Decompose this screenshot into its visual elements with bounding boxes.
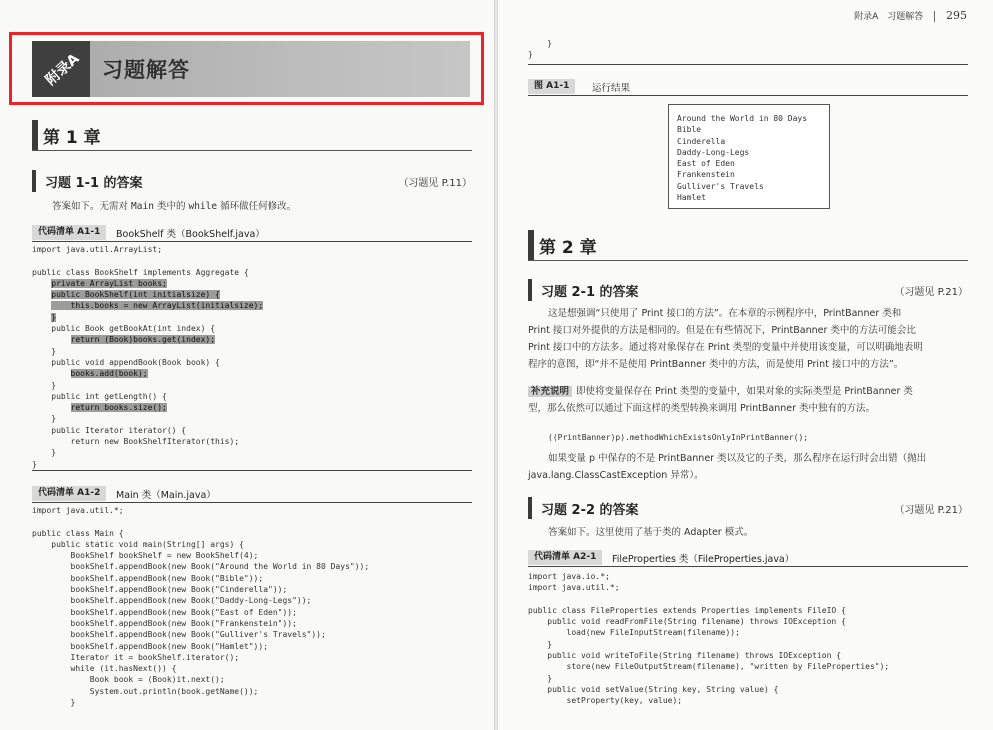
code-line bbox=[32, 244, 263, 255]
code-line bbox=[32, 368, 263, 379]
code-line: public void writeToFile(String filename) throws IOException { bbox=[528, 651, 842, 661]
code-line bbox=[32, 436, 263, 447]
code-line bbox=[32, 425, 263, 436]
exercise-2-2-heading bbox=[528, 497, 968, 521]
listing-title: Main 类（Main.java） bbox=[116, 490, 216, 501]
listing-tag: 代码清单 A2-1 bbox=[528, 550, 602, 565]
para-line: 这是想强调“只使用了 Print 接口的方法”。在本章的示例程序中，PrintBanner 类和 bbox=[548, 308, 902, 319]
inline-code: Main bbox=[131, 201, 154, 212]
code-line bbox=[32, 516, 369, 527]
output-box bbox=[668, 104, 830, 209]
code-line bbox=[32, 334, 263, 345]
code-text: } bbox=[32, 380, 57, 390]
exercise-2-2-text: 答案如下。这里使用了基于类的 Adapter 模式。 bbox=[548, 527, 754, 538]
code-line: import java.util.*; bbox=[32, 506, 124, 515]
code-line: Around the World in 80 Days bbox=[677, 114, 808, 123]
chapter-2-heading bbox=[528, 230, 968, 261]
code-text bbox=[32, 290, 51, 299]
code-line bbox=[32, 346, 263, 357]
section-bar bbox=[528, 279, 532, 301]
inline-code: while bbox=[188, 201, 218, 212]
note-text: 即使将变量保存在 Print 类型的变量中，如果对象的实际类型是 PrintBanner 类 bbox=[576, 386, 913, 397]
code-line: bookShelf.appendBook(new Book("Frankenstein")); bbox=[32, 618, 297, 628]
note-tag: 补充说明 bbox=[528, 386, 572, 397]
code-line: setProperty(key, value); bbox=[528, 696, 683, 706]
code-line bbox=[32, 323, 263, 334]
listing-title: BookShelf 类（BookShelf.java） bbox=[116, 229, 265, 240]
chapter-2-title: 第 2 章 bbox=[539, 238, 597, 258]
chapter-bar bbox=[32, 120, 38, 150]
exercise-1-1-text bbox=[52, 198, 296, 215]
chapter-1-title: 第 1 章 bbox=[43, 128, 101, 148]
exercise-2-1-para-2 bbox=[528, 450, 970, 484]
code-line: Hamlet bbox=[677, 193, 706, 203]
exercise-2-1-heading bbox=[528, 279, 968, 303]
code-text bbox=[32, 369, 71, 378]
code-text bbox=[32, 301, 51, 310]
listing-a1-1-header bbox=[32, 225, 472, 242]
code-line bbox=[32, 255, 263, 266]
code-text bbox=[32, 279, 51, 288]
code-line: } bbox=[528, 50, 533, 60]
code-line: } bbox=[32, 698, 76, 708]
code-line bbox=[32, 391, 263, 402]
code-line bbox=[32, 402, 263, 413]
code-text: public class BookShelf implements Aggregate { bbox=[32, 267, 249, 277]
listing-a2-1-header bbox=[528, 550, 968, 567]
code-line bbox=[528, 594, 889, 605]
listing-tag: 代码清单 A1-2 bbox=[32, 486, 106, 501]
code-text: return new BookShelfIterator(this); bbox=[32, 437, 240, 447]
code-line: while (it.hasNext()) { bbox=[32, 664, 177, 674]
code-line: Iterator it = bookShelf.iterator(); bbox=[32, 652, 240, 662]
code-line: load(new FileInputStream(filename)); bbox=[528, 628, 740, 638]
section-bar bbox=[32, 170, 36, 192]
code-highlight: } bbox=[51, 312, 57, 322]
code-line: bookShelf.appendBook(new Book("Daddy-Long-Legs")); bbox=[32, 596, 312, 606]
highlight-box bbox=[9, 32, 484, 105]
code-line: Book book = (Book)it.next(); bbox=[32, 675, 225, 685]
note-line-1 bbox=[528, 383, 970, 400]
code-text bbox=[32, 335, 71, 344]
continued-code bbox=[528, 38, 552, 61]
code-line: bookShelf.appendBook(new Book("Gulliver's Travels")); bbox=[32, 630, 326, 640]
code-line: } bbox=[528, 639, 553, 649]
code-line: public void readFromFile(String filename) throws IOException { bbox=[528, 617, 846, 627]
exercise-1-1-ref: （习题见 P.11） bbox=[398, 178, 472, 189]
listing-tag: 代码清单 A1-1 bbox=[32, 225, 106, 240]
running-head-sep bbox=[934, 11, 935, 22]
code-line: Bible bbox=[677, 125, 702, 135]
code-line bbox=[32, 413, 263, 424]
code-text bbox=[32, 313, 51, 322]
main-code bbox=[32, 505, 369, 708]
code-line: Daddy-Long-Legs bbox=[677, 147, 750, 157]
exercise-2-1-title: 习题 2-1 的答案 bbox=[541, 285, 639, 300]
code-line bbox=[32, 300, 263, 311]
code-line: public static void main(String[] args) { bbox=[32, 539, 244, 549]
text-part: 答案如下。无需对 bbox=[52, 201, 132, 212]
listing-end-rule bbox=[32, 470, 472, 471]
code-line bbox=[32, 357, 263, 368]
listing-a1-2-header bbox=[32, 486, 472, 503]
figure-title: 运行结果 bbox=[592, 83, 631, 94]
code-text: } bbox=[32, 448, 57, 458]
code-line bbox=[32, 289, 263, 300]
code-line: public class Main { bbox=[32, 528, 124, 538]
code-line: } bbox=[528, 673, 553, 683]
code-text: public int getLength() { bbox=[32, 391, 167, 401]
code-line bbox=[32, 278, 263, 289]
code-line: import java.util.*; bbox=[528, 583, 620, 593]
listing-title: FileProperties 类（FileProperties.java） bbox=[612, 554, 795, 565]
code-highlight: books.add(book); bbox=[70, 369, 148, 379]
running-head-text: 附录A 习题解答 bbox=[854, 12, 924, 22]
output-lines bbox=[677, 113, 807, 203]
code-line: bookShelf.appendBook(new Book("Bible")); bbox=[32, 573, 264, 583]
supplementary-note bbox=[528, 383, 970, 417]
left-page bbox=[0, 0, 494, 730]
code-line: public void setValue(String key, String value) { bbox=[528, 684, 779, 694]
code-line bbox=[32, 447, 263, 458]
code-line: System.out.println(book.getName()); bbox=[32, 686, 259, 696]
page-number: 295 bbox=[946, 9, 967, 22]
code-line: bookShelf.appendBook(new Book("Cinderella")); bbox=[32, 585, 288, 595]
right-page bbox=[498, 0, 993, 730]
code-line: Cinderella bbox=[677, 136, 726, 146]
para-line: Print 接口对外提供的方法是相同的。但是在有些情况下，PrintBanner 类中的方法可能会比 bbox=[528, 325, 916, 336]
para-line: java.lang.ClassCastException 异常）。 bbox=[528, 470, 704, 481]
code-highlight: public BookShelf(int initialsize) { bbox=[51, 290, 220, 300]
code-highlight: this.books = new ArrayList(initialsize); bbox=[51, 301, 264, 311]
exercise-2-1-para bbox=[528, 305, 970, 373]
cast-code: ((PrintBanner)p).methodWhichExistsOnlyInPrintBanner(); bbox=[548, 433, 809, 442]
code-text: } bbox=[32, 414, 57, 424]
code-text bbox=[32, 403, 71, 412]
code-text: public void appendBook(Book book) { bbox=[32, 357, 220, 367]
code-highlight: private ArrayList books; bbox=[51, 278, 167, 288]
code-line: East of Eden bbox=[677, 159, 735, 169]
code-line: } bbox=[528, 39, 553, 48]
figure-a1-1-header bbox=[528, 79, 968, 96]
code-line: public class FileProperties extends Properties implements FileIO { bbox=[528, 605, 846, 615]
chapter-bar bbox=[528, 230, 534, 260]
para-line: Print 接口中的方法多。通过将对象保存在 Print 类型的变量中并使用该变量，可以明确地表明 bbox=[528, 342, 923, 353]
running-head bbox=[854, 9, 967, 22]
code-line bbox=[32, 380, 263, 391]
code-text: import java.util.ArrayList; bbox=[32, 245, 163, 254]
section-bar bbox=[528, 497, 532, 519]
code-line: Frankenstein bbox=[677, 170, 735, 180]
bookshelf-code bbox=[32, 244, 263, 470]
chapter-1-heading bbox=[32, 120, 472, 151]
note-line-2: 型，那么依然可以通过下面这样的类型转换来调用 PrintBanner 类中独有的方法。 bbox=[528, 403, 876, 414]
code-line bbox=[32, 459, 263, 470]
code-text: } bbox=[32, 459, 37, 469]
appendix-title: 习题解答 bbox=[102, 58, 190, 82]
figure-tag: 图 A1-1 bbox=[528, 79, 575, 94]
code-line: bookShelf.appendBook(new Book("Hamlet")); bbox=[32, 641, 269, 651]
text-part: 循环做任何修改。 bbox=[217, 201, 297, 212]
code-line: bookShelf.appendBook(new Book("Around the World in 80 Days")); bbox=[32, 562, 370, 572]
code-line: import java.io.*; bbox=[528, 572, 610, 581]
code-highlight: return (Book)books.get(index); bbox=[70, 335, 216, 345]
fileproperties-code bbox=[528, 571, 889, 707]
para-line: 如果变量 p 中保存的不是 PrintBanner 类以及它的子类，那么程序在运行时会出错（抛出 bbox=[548, 453, 927, 464]
exercise-2-2-title: 习题 2-2 的答案 bbox=[541, 503, 639, 518]
code-text: public Book getBookAt(int index) { bbox=[32, 324, 216, 334]
exercise-2-1-ref: （习题见 P.21） bbox=[894, 287, 968, 298]
code-line bbox=[32, 312, 263, 323]
code-line: store(new FileOutputStream(filename), "written by FileProperties"); bbox=[528, 662, 890, 672]
code-end-rule bbox=[528, 64, 968, 65]
exercise-2-2-ref: （习题见 P.21） bbox=[894, 505, 968, 516]
code-line bbox=[32, 267, 263, 278]
code-text: public Iterator iterator() { bbox=[32, 425, 187, 435]
appendix-tag: 附录A bbox=[42, 50, 83, 89]
text-part: 类中的 bbox=[153, 201, 189, 212]
exercise-1-1-heading bbox=[32, 170, 472, 194]
code-line: Gulliver's Travels bbox=[677, 181, 764, 191]
para-line: 程序的意图，即“并不是使用 PrintBanner 类中的方法，而是使用 Print 接口中的方法”。 bbox=[528, 359, 904, 370]
code-line: bookShelf.appendBook(new Book("East of Eden")); bbox=[32, 607, 297, 617]
exercise-1-1-title: 习题 1-1 的答案 bbox=[45, 176, 143, 191]
code-line: BookShelf bookShelf = new BookShelf(4); bbox=[32, 551, 259, 561]
code-text: } bbox=[32, 346, 57, 356]
code-highlight: return books.size(); bbox=[70, 403, 167, 413]
